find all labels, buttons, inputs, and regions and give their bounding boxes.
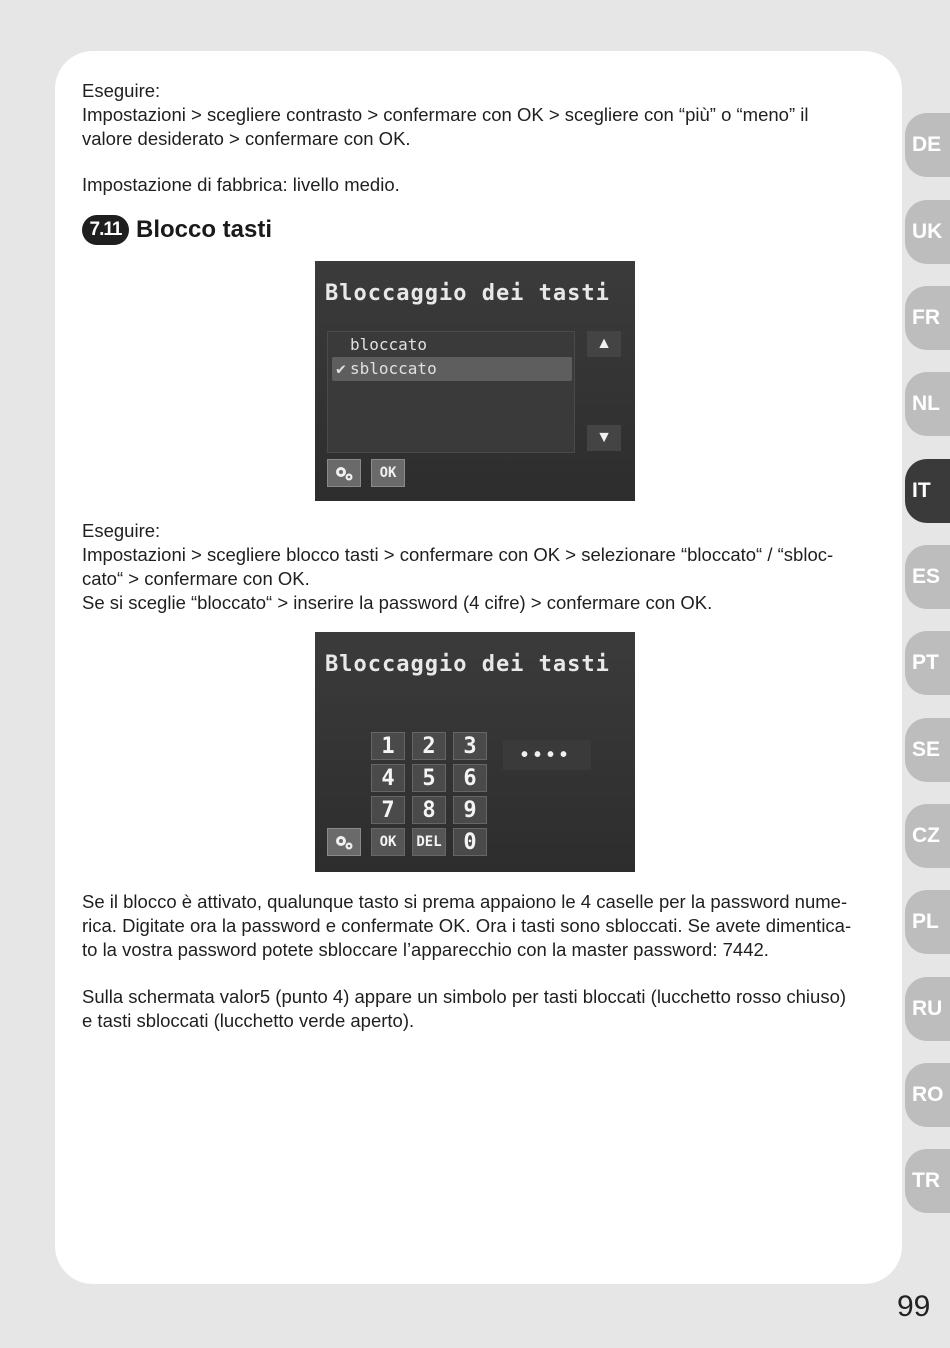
lang-tab-ro[interactable]: RO <box>905 1063 950 1127</box>
option-list <box>327 331 575 453</box>
gear-icon <box>333 833 355 851</box>
lang-tab-fr[interactable]: FR <box>905 286 950 350</box>
ok-key[interactable]: OK <box>371 828 405 856</box>
key-6[interactable]: 6 <box>453 764 487 792</box>
key-1[interactable]: 1 <box>371 732 405 760</box>
key-0[interactable]: 0 <box>453 828 487 856</box>
arrow-down-icon: ▼ <box>596 429 612 446</box>
scroll-down-button[interactable] <box>587 425 621 451</box>
lang-tab-tr[interactable]: TR <box>905 1149 950 1213</box>
settings-button[interactable] <box>327 459 361 487</box>
steps-instructions: Eseguire: Impostazioni > scegliere blocco tasti > confermare con OK > selezionare “bloccato“ / “sbloc- cato“ > confermare con OK. Se si sceglie “bloccato“ > inserire la password (4 cifre) > confermare con OK. <box>82 520 834 613</box>
steps-text <box>82 519 872 615</box>
arrow-up-icon: ▲ <box>596 335 612 352</box>
device-screen-lock-options <box>315 261 635 501</box>
ok-button[interactable]: OK <box>371 459 405 487</box>
info-paragraph-2: Sulla schermata valor5 (punto 4) appare un simbolo per tasti bloccati (lucchetto rosso chiuso) e tasti sbloccati (lucchetto verde aperto). <box>82 986 847 1031</box>
key-9[interactable]: 9 <box>453 796 487 824</box>
section-title: Blocco tasti <box>136 216 273 243</box>
option-sbloccato[interactable] <box>332 357 572 381</box>
key-7[interactable]: 7 <box>371 796 405 824</box>
page-number: 99 <box>897 1290 931 1323</box>
checkmark-icon: ✔ <box>336 359 346 378</box>
key-8[interactable]: 8 <box>412 796 446 824</box>
key-5[interactable]: 5 <box>412 764 446 792</box>
screen-title: Bloccaggio dei tasti <box>325 652 610 677</box>
lang-tab-cz[interactable]: CZ <box>905 804 950 868</box>
option-bloccato[interactable] <box>332 333 572 357</box>
key-2[interactable]: 2 <box>412 732 446 760</box>
intro-text <box>82 79 872 151</box>
section-number-badge: 7.11 <box>82 215 129 245</box>
lang-tab-ru[interactable]: RU <box>905 977 950 1041</box>
device-screen-keypad <box>315 632 635 872</box>
factory-setting-text <box>82 173 872 197</box>
lang-tab-pt[interactable]: PT <box>905 631 950 695</box>
option-label: bloccato <box>350 335 428 354</box>
lang-tab-se[interactable]: SE <box>905 718 950 782</box>
key-4[interactable]: 4 <box>371 764 405 792</box>
info-paragraph-1: Se il blocco è attivato, qualunque tasto si prema appaiono le 4 caselle per la password nume- rica. Digitate ora la password e confermate OK. Ora i tasti sono sbloccati. Se avete dimentica- to la vostra password potete sbloccare l’apparecchio con la master password: 7442. <box>82 891 852 960</box>
lang-tab-pl[interactable]: PL <box>905 890 950 954</box>
option-label: sbloccato <box>350 359 437 378</box>
lang-tab-nl[interactable]: NL <box>905 372 950 436</box>
gear-icon <box>333 464 355 482</box>
section-heading <box>82 213 272 247</box>
pin-display: •••• <box>503 740 591 770</box>
info-text-2 <box>82 985 872 1033</box>
key-3[interactable]: 3 <box>453 732 487 760</box>
intro-instructions: Eseguire: Impostazioni > scegliere contrasto > confermare con OK > scegliere con “più” o “meno” il valore desiderato > confermare con OK. <box>82 80 809 149</box>
screen-title: Bloccaggio dei tasti <box>325 281 610 306</box>
lang-tab-es[interactable]: ES <box>905 545 950 609</box>
delete-key[interactable]: DEL <box>412 828 446 856</box>
factory-setting: Impostazione di fabbrica: livello medio. <box>82 174 400 195</box>
settings-button[interactable] <box>327 828 361 856</box>
lang-tab-de[interactable]: DE <box>905 113 950 177</box>
lang-tab-uk[interactable]: UK <box>905 200 950 264</box>
info-text-1 <box>82 890 872 962</box>
scroll-up-button[interactable] <box>587 331 621 357</box>
lang-tab-it[interactable]: IT <box>905 459 950 523</box>
